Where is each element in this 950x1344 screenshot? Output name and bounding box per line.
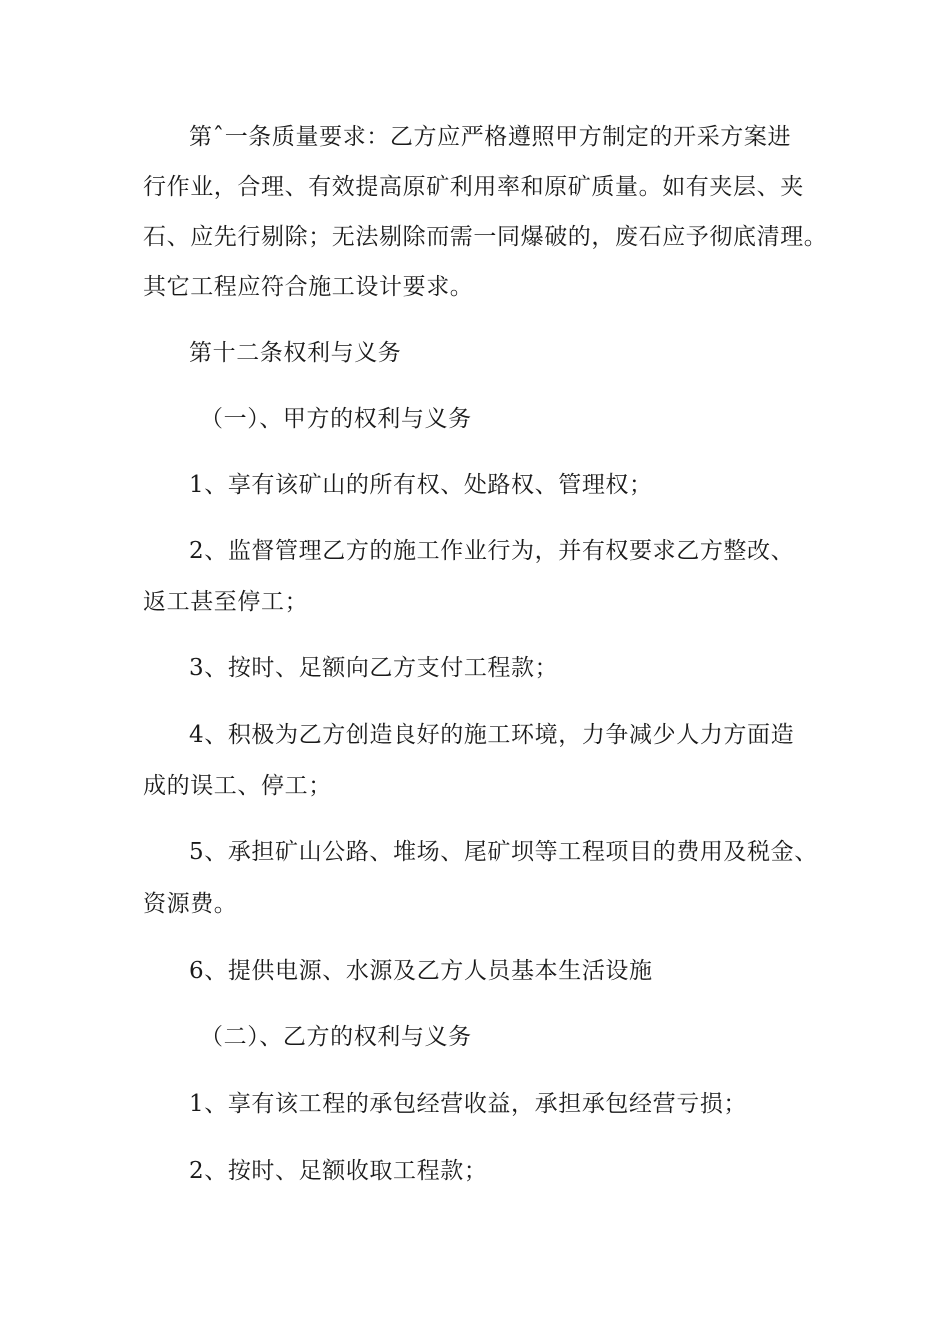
party-a-item-1: 1、享有该矿山的所有权、处路权、管理权； (189, 472, 653, 498)
party-a-item-6: 6、提供电源、水源及乙方人员基本生活设施 (189, 958, 653, 984)
party-a-item-5-line-2: 资源费。 (143, 891, 238, 917)
section-party-a-heading: （一）、甲方的权利与义务 (200, 406, 472, 432)
party-b-item-2: 2、按时、足额收取工程款； (189, 1158, 488, 1184)
party-a-item-2-line-1: 2、监督管理乙方的施工作业行为，并有权要求乙方整改、 (189, 538, 795, 564)
article-11-line-1: 第ˆ一条质量要求：乙方应严格遵照甲方制定的开采方案进 (189, 124, 792, 150)
party-a-item-5-line-1: 5、承担矿山公路、堆场、尾矿坝等工程项目的费用及税金、 (189, 839, 818, 865)
party-a-item-4-line-2: 成的误工、停工； (143, 773, 332, 799)
party-a-item-4-line-1: 4、积极为乙方创造良好的施工环境，力争减少人力方面造 (189, 722, 795, 748)
party-a-item-3: 3、按时、足额向乙方支付工程款； (189, 655, 559, 681)
article-11-line-4: 其它工程应符合施工设计要求。 (143, 274, 474, 300)
article-12-heading: 第十二条权利与义务 (189, 340, 402, 366)
party-a-item-2-line-2: 返工甚至停工； (143, 589, 309, 615)
party-b-item-1: 1、享有该工程的承包经营收益，承担承包经营亏损； (189, 1091, 748, 1117)
article-11-line-2: 行作业，合理、有效提高原矿利用率和原矿质量。如有夹层、夹 (143, 174, 804, 200)
section-party-b-heading: （二）、乙方的权利与义务 (200, 1024, 472, 1050)
article-11-line-3: 石、应先行剔除；无法剔除而需一同爆破的，废石应予彻底清理。 (143, 224, 828, 250)
